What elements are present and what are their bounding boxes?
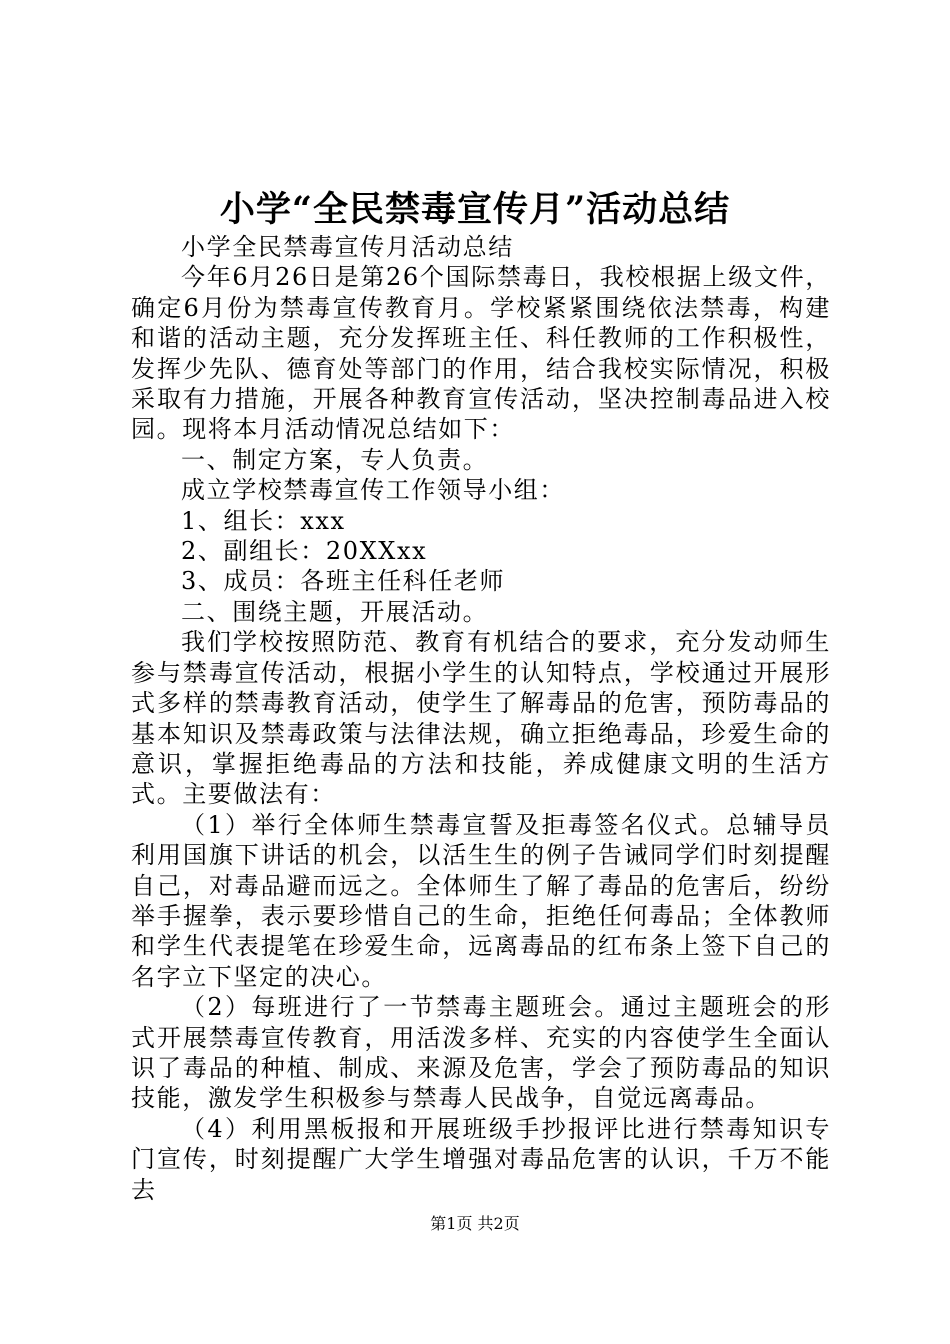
- measure-paragraph-4: （4）利用黑板报和开展班级手抄报评比进行禁毒知识专门宣传，时刻提醒广大学生增强对毒品危害的认识，千万不能去: [131, 1114, 831, 1204]
- section-heading-2: 二、围绕主题，开展活动。: [181, 597, 489, 626]
- page-footer: 第1页 共2页: [430, 1214, 520, 1233]
- measure-paragraph-1: （1）举行全体师生禁毒宣誓及拒毒签名仪式。总辅导员利用国旗下讲话的机会，以活生生的例子告诫同学们时刻提醒自己，对毒品避而远之。全体师生了解了毒品的危害后，纷纷举手握拳，表示要珍惜自己的生命，拒绝任何毒品；全体教师和学生代表提笔在珍爱生命，远离毒品的红布条上签下自己的名字立下坚定的决心。: [131, 810, 831, 991]
- subtitle-paragraph: 小学全民禁毒宣传月活动总结: [181, 233, 514, 261]
- leadership-group-paragraph: 成立学校禁毒宣传工作领导小组：: [181, 476, 565, 505]
- section-heading-1: 一、制定方案，专人负责。: [181, 445, 489, 474]
- list-item-deputy-leader: 2、副组长：20XXxx: [181, 537, 428, 566]
- measure-paragraph-2: （2）每班进行了一节禁毒主题班会。通过主题班会的形式开展禁毒宣传教育，用活泼多样、充实的内容使学生全面认识了毒品的种植、制成、来源及危害，学会了预防毒品的知识技能，激发学生积极参与禁毒人民战争，自觉远离毒品。: [131, 993, 831, 1113]
- activities-paragraph: 我们学校按照防范、教育有机结合的要求，充分发动师生参与禁毒宣传活动，根据小学生的认知特点，学校通过开展形式多样的禁毒教育活动，使学生了解毒品的危害，预防毒品的基本知识及禁毒政策与法律法规，确立拒绝毒品，珍爱生命的意识，掌握拒绝毒品的方法和技能，养成健康文明的生活方式。主要做法有：: [131, 628, 831, 809]
- document-body: [131, 232, 831, 1205]
- document-title: 小学“全民禁毒宣传月”活动总结: [219, 189, 731, 230]
- intro-paragraph: 今年6月26日是第26个国际禁毒日，我校根据上级文件，确定6月份为禁毒宣传教育月。学校紧紧围绕依法禁毒，构建和谐的活动主题，充分发挥班主任、科任教师的工作积极性，发挥少先队、德育处等部门的作用，结合我校实际情况，积极采取有力措施，开展各种教育宣传活动，坚决控制毒品进入校园。现将本月活动情况总结如下：: [131, 263, 831, 444]
- list-item-members: 3、成员：各班主任科任老师: [181, 567, 506, 596]
- list-item-leader: 1、组长：xxx: [181, 506, 346, 535]
